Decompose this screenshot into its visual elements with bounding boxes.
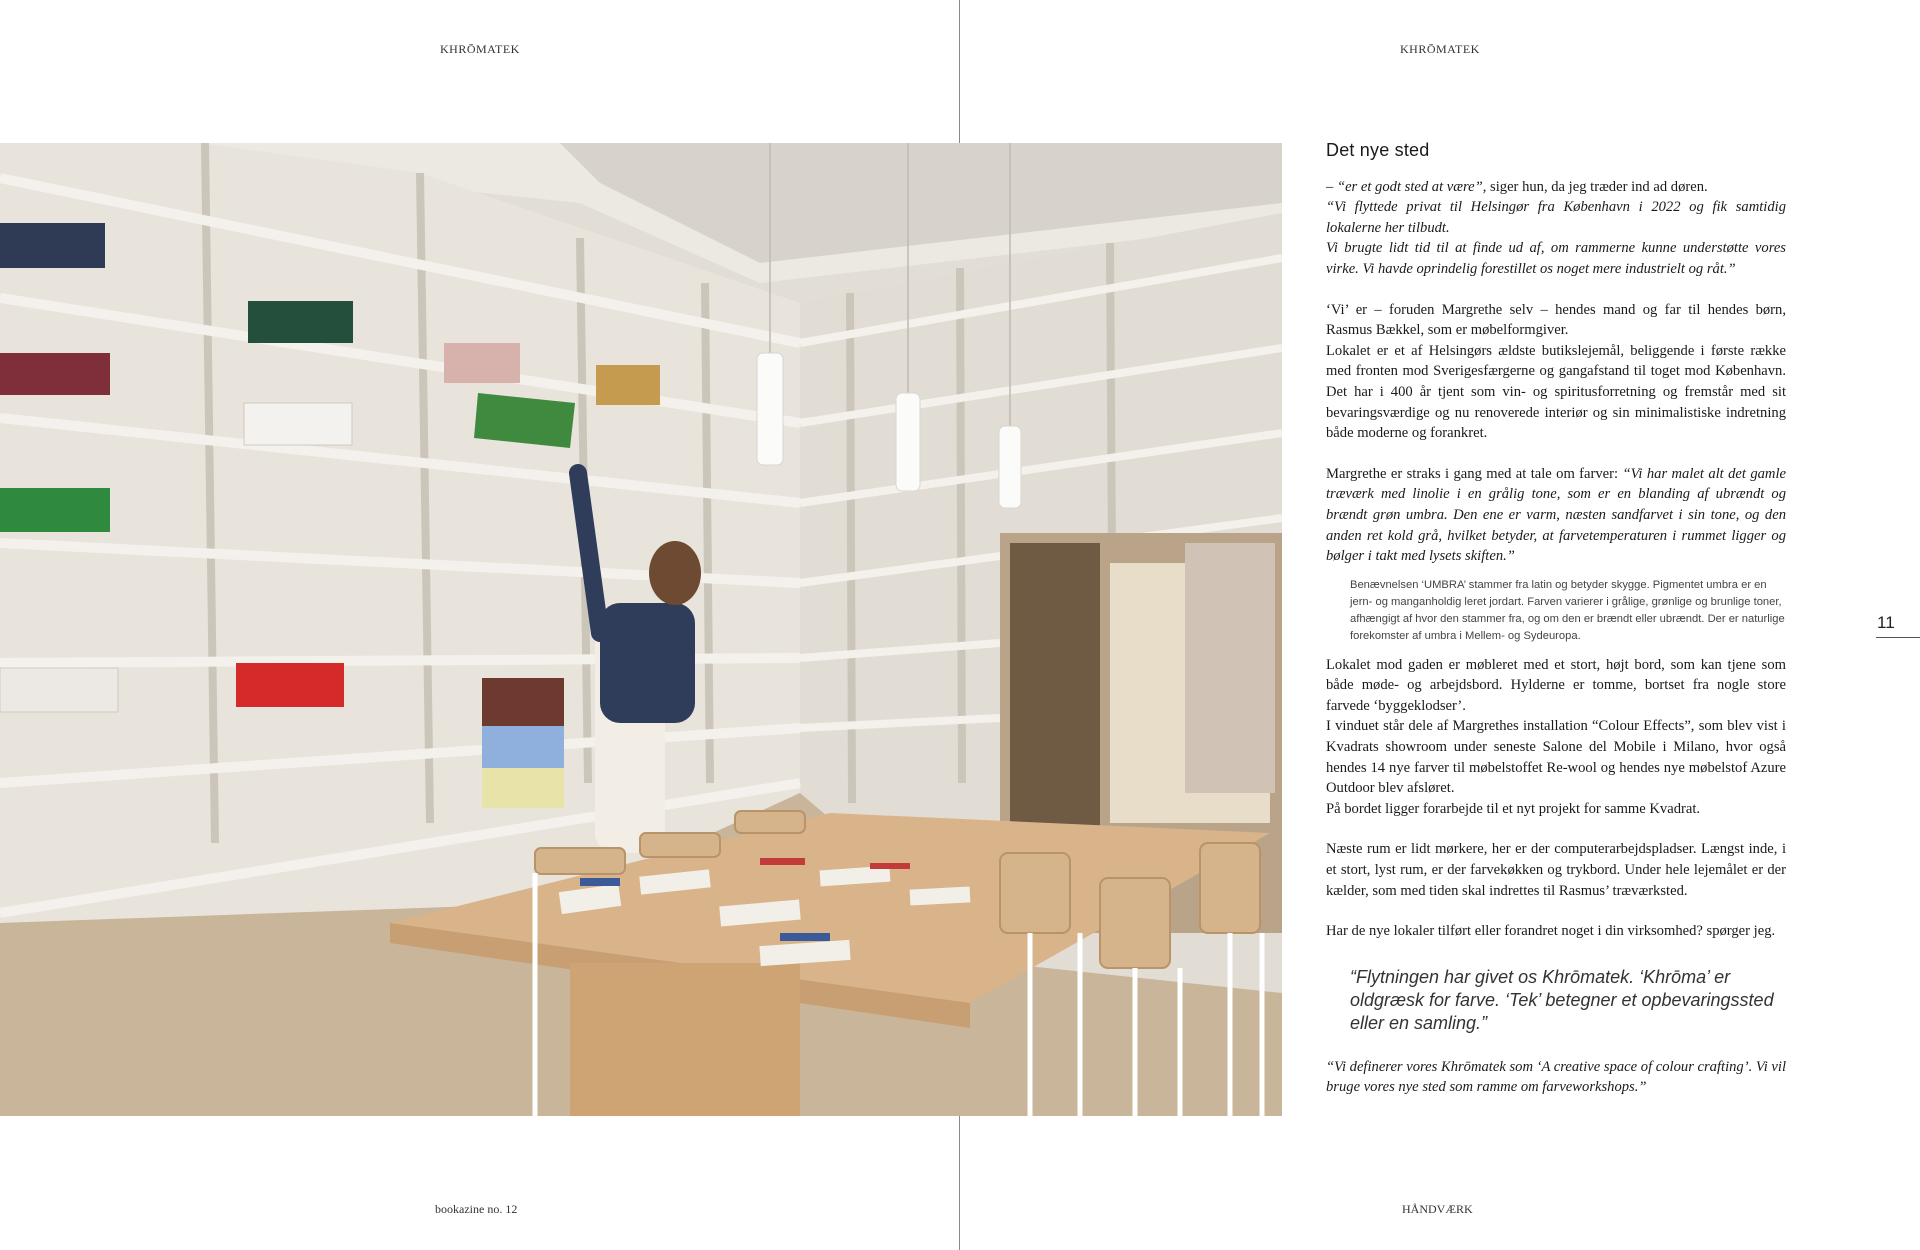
footer-right: HÅNDVÆRK [1402,1202,1473,1216]
intro-paragraph [1326,177,1786,198]
paragraph-colour: Margrethe er straks i gang med at tale om farver: “Vi har malet alt det gamle træværk med linolie i en grålig tone, som er en blanding af ubrændt og brændt grøn umbra. Den ene er varm, næsten sandfarvet i sin tone, og den anden ret kold grå, hvilket betyder, at farvetemperaturen i rummet ligger og bølger i takt med lysets skiften.” [1326,465,1787,565]
page-number-rule [1876,637,1920,638]
paragraph-who: ‘Vi’ er – foruden Margrethe selv – hendes mand og far til hendes børn, Rasmus Bækkel, som er møbelformgiver. [1326,301,1786,339]
footer-left: bookazine no. 12 [435,1202,518,1216]
interior-photo [0,143,1282,1116]
pull-quote: “Flytningen har givet os Khrōmatek. ‘Khrōma’ er oldgræsk for farve. ‘Tek’ betegner et opbevaringssted eller en samling.” [1350,966,1774,1033]
article-title: Det nye sted [1326,140,1430,160]
question: Har de nye lokaler tilført eller forandret noget i din virksomhed? spørger jeg. [1326,923,1776,940]
paragraph-window: I vinduet står dele af Margrethes installation “Colour Effects”, som blev vist i Kvadrats showroom under seneste Salone del Mobile i Milano, hvor også hendes 14 nye farver til møbelstoffet Re-wool og hendes nye møbelstof Azure Outdoor blev afsløret. [1326,718,1786,797]
intro-dash: – [1326,178,1337,195]
quote-line-1: “Vi flyttede privat til Helsingør fra København i 2022 og fik samtidig lokalerne her tilbudt. [1326,199,1786,236]
article-column [1326,140,1786,1098]
colour-quote: “Vi har malet alt det gamle træværk med linolie i en grålig tone, som er en blanding af ubrændt og brændt grøn umbra. Den ene er varm, næsten sandfarvet i sin tone, og den anden ret kold grå, hvilket betyder, at farvetemperaturen i rummet ligger og bølger i takt med lysets skiften.” [1326,465,1787,565]
running-head-right: KHRŌMATEK [1400,42,1480,56]
paragraph-place: Lokalet er et af Helsingørs ældste butikslejemål, beliggende i første række med fronten mod Sverigesfærgerne og gangafstand til toget mod København. Det har i 400 år tjent som vin- og spiritusforretning og fremstår med sit bevaringsværdige og nu renoverede interiør og sin minimalistiske indretning både moderne og forankret. [1326,342,1786,442]
umbra-note: Benævnelsen ‘UMBRA’ stammer fra latin og betyder skygge. Pigmentet umbra er en jern- og manganholdig leret jordart. Farven varierer i grålige, grønlige og brunlige toner, afhængigt af hvor den stammer fra, og om den er brændt eller ubrændt. Der er naturlige forekomster af umbra i Mellem- og Sydeuropa. [1350,578,1785,642]
closing-quote: “Vi definerer vores Khrōmatek som ‘A creative space of colour crafting’. Vi vil bruge vores nye sted som ramme om farveworkshops.” [1326,1058,1787,1096]
paragraph-rooms: Næste rum er lidt mørkere, her er der computerarbejdspladser. Længst inde, i et stort, lyst rum, er der farvekøkken og trykbord. Under hele lejemålet er der kælder, som med tiden skal indrettes til Rasmus’ træværksted. [1326,841,1786,899]
page-number: 11 [1877,613,1895,632]
quote-line-2: Vi brugte lidt tid til at finde ud af, om rammerne kunne understøtte vores virke. Vi havde oprindelig forestillet os noget mere industrielt og råt.” [1326,240,1786,277]
intro-rest: , siger hun, da jeg træder ind ad døren. [1482,178,1708,195]
paragraph-table: Lokalet mod gaden er møbleret med et stort, højt bord, som kan tjene som både møde- og arbejdsbord. Hylderne er tomme, bortset fra nogle store farvede ‘byggeklodser’. [1326,656,1786,714]
paragraph-project: På bordet ligger forarbejde til et nyt projekt for samme Kvadrat. [1326,800,1701,817]
running-head-left: KHRŌMATEK [440,42,520,56]
intro-quote: “er et godt sted at være” [1336,178,1483,195]
